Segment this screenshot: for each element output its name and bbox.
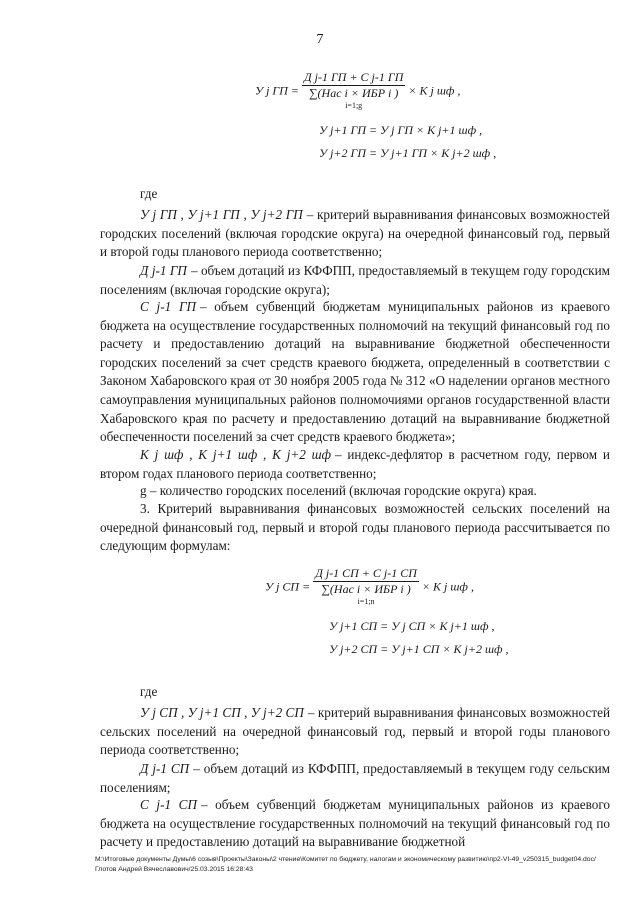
formula-urban-line3: У j+2 ГП = У j+1 ГП × K j+2 шф , [319,146,497,160]
definition-s-sp-text: – объем субвенций бюджетам муниципальных районов из краевого бюджета на осуществление государственных полномочий на текущий финансовый год по расчету и предоставлению дотаций на выравнивание бюджетной [100,797,611,850]
formula-rural-line1 [265,566,525,609]
formula-rural-line3: У j+2 СП = У j+1 СП × K j+2 шф , [329,642,509,656]
document-path-footer: М:\Итоговые документы Думы\6 созыв\Проекты\Законы\2 чтение\Комитет по бюджету, налогам и экономическому развитию\пр2-VI-49_v250315_budget04.doc/Глотов Андрей Вячеславович/25.03.2015 16:28:43 [95,856,596,873]
formula-rural-fraction [313,566,419,609]
definition-d-gp [100,262,610,299]
formula-rural-sum-index: i=1;n [357,597,375,606]
formula-urban-denominator: ∑(Нас i × ИБР i ) [309,86,399,100]
formula-rural-numerator: Д j-1 СП + С j-1 СП [315,566,417,580]
definition-d-sp [100,760,610,797]
definition-k-shf [100,446,610,483]
definition-g: g – количество городских поселений (включая городские округа) края. [140,483,537,498]
symbol-d-sp: Д j-1 СП [140,761,190,776]
formula-block-urban [255,70,515,161]
symbol-u-sp: У j СП , У j+1 СП , У j+2 СП [140,705,304,720]
page-number: 7 [316,32,324,47]
formula-urban-tail: × K j шф , [408,83,461,98]
formula-block-rural [265,566,525,657]
symbol-s-gp: С j-1 ГП [140,299,196,314]
formula-urban-numerator: Д j-1 ГП + С j-1 ГП [304,70,404,84]
definition-u-gp-text: – критерий выравнивания финансовых возможностей городских поселений (включая городские округа) на очередной финансовый год, первый и второй годы планового периода соответственно; [100,207,610,260]
formula-rural-tail: × K j шф , [421,579,474,594]
formula-rural-lhs: У j СП = [265,579,311,594]
definition-k-shf-text: – индекс-дефлятор в расчетном году, первом и втором годах планового периода соответственно; [100,447,610,481]
formula-rural-line2: У j+1 СП = У j СП × K j+1 шф , [329,619,495,633]
where-label-1: где [140,186,158,201]
definition-s-gp [100,298,610,447]
formula-urban-sum-index: i=1;g [345,101,363,110]
where-label-2: где [140,684,158,699]
formula-urban-line1 [255,70,515,113]
formula-rural-denominator: ∑(Нас i × ИБР i ) [321,582,411,596]
definition-d-sp-text: – объем дотаций из КФФПП, предоставляемый в текущем году сельским поселениям; [100,761,610,795]
symbol-s-sp: С j-1 СП [140,797,197,812]
symbol-d-gp: Д j-1 ГП [140,263,187,278]
definition-u-gp [100,206,610,262]
definition-u-sp [100,704,610,760]
section-3-paragraph: 3. Критерий выравнивания финансовых возможностей сельских поселений на очередной финансовый год, первый и второй годы планового периода рассчитывается по следующим формулам: [100,501,610,554]
definition-u-sp-text: – критерий выравнивания финансовых возможностей сельских поселений на очередной финансовый год, первый и второй годы планового периода соответственно; [100,705,610,758]
definition-d-gp-text: – объем дотаций из КФФПП, предоставляемый в текущем году городским поселениям (включая городские округа); [100,263,610,297]
definition-s-sp [100,796,610,852]
definition-s-gp-text: – объем субвенций бюджетам муниципальных районов из краевого бюджета на осуществление государственных полномочий на текущий финансовый год по расчету и предоставлению дотаций на выравнивание бюджетной обеспеченности городских поселений за счет средств краевого бюджета, определенный в соответствии с Законом Хабаровского края от 30 ноября 2005 года № 312 «О наделении органов местного самоуправления муниципальных районов полномочиями органов государственной власти Хабаровского края по расчету и предоставлению дотаций на выравнивание бюджетной обеспеченности поселений за счет средств краевого бюджета»; [100,299,610,445]
formula-urban-line2: У j+1 ГП = У j ГП × K j+1 шф , [319,123,483,137]
formula-urban-lhs: У j ГП = [255,83,299,98]
formula-urban-fraction [302,70,405,113]
symbol-u-gp: У j ГП , У j+1 ГП , У j+2 ГП [140,207,303,222]
symbol-k-shf: K j шф , K j+1 шф , K j+2 шф [140,447,331,462]
